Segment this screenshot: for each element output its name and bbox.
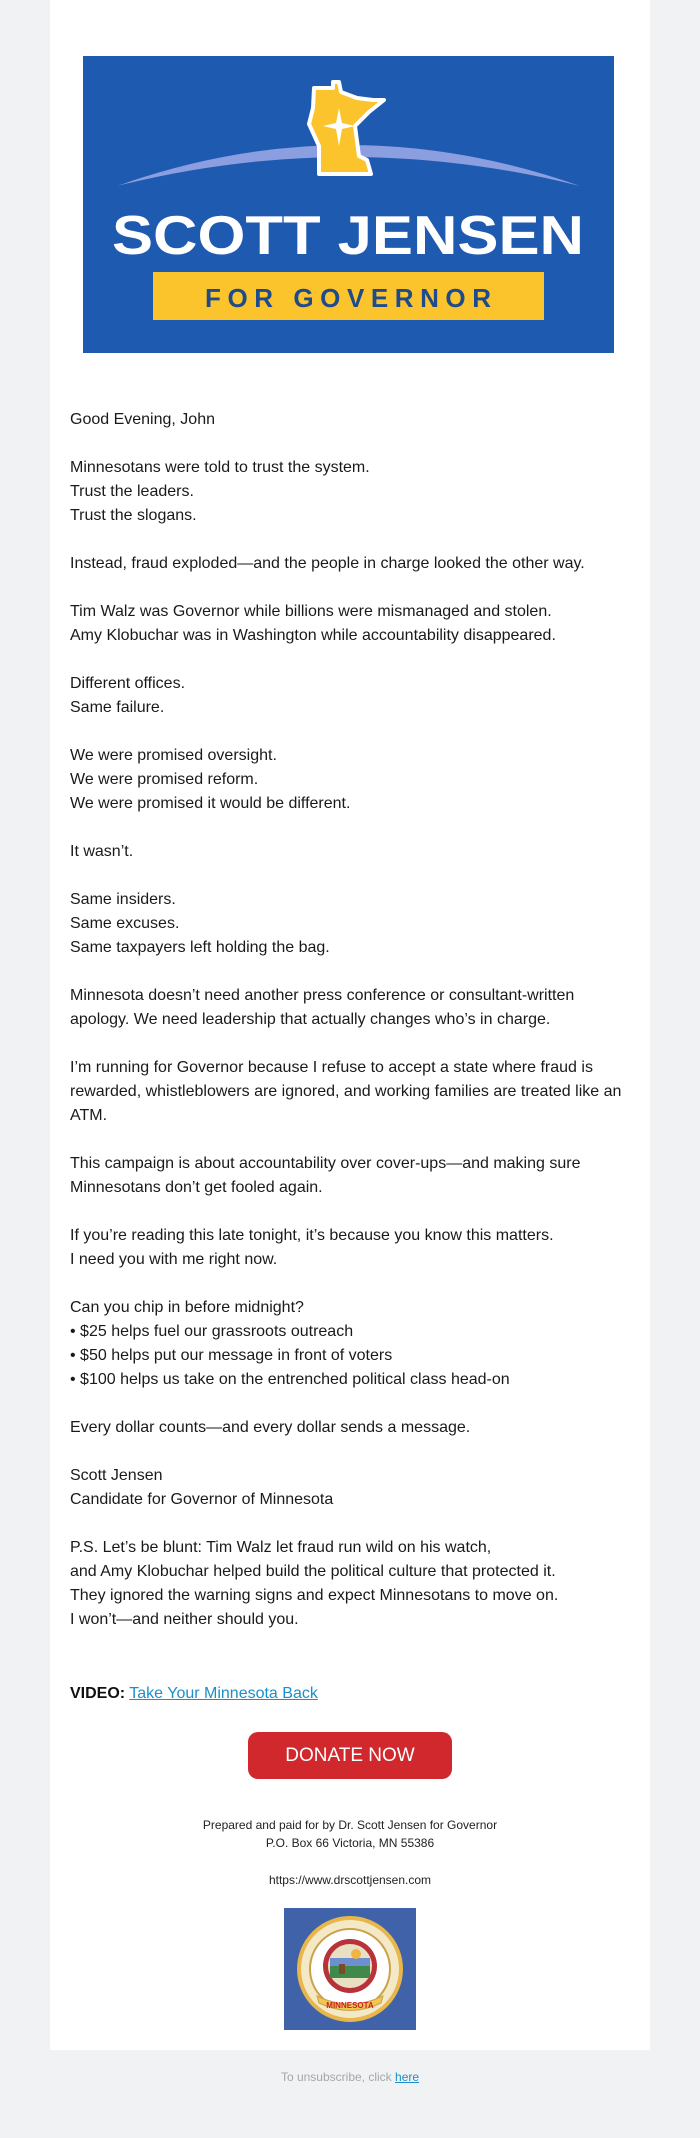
banner-office-text: FOR GOVERNOR bbox=[205, 283, 491, 313]
paragraph-leadership: Minnesota doesn’t need another press conference or consultant-written apology. We need leadership that actually changes who’s in charge. bbox=[70, 987, 575, 1028]
unsubscribe-line bbox=[0, 2070, 700, 2084]
paragraph-walz-klobuchar: Tim Walz was Governor while billions were mismanaged and stolen. Amy Klobuchar was in Washington while accountability disappeared. bbox=[70, 603, 556, 644]
list-item: • $100 helps us take on the entrenched political class head-on bbox=[70, 1371, 510, 1388]
paragraph-tonight: If you’re reading this late tonight, it’s because you know this matters. I need you with me right now. bbox=[70, 1227, 554, 1268]
paragraph-dollar: Every dollar counts—and every dollar sends a message. bbox=[70, 1419, 471, 1436]
paragraph-promised: We were promised oversight. We were promised reform. We were promised it would be different. bbox=[70, 747, 351, 812]
seal-text: MINNESOTA bbox=[326, 2001, 374, 2010]
paragraph-fraud: Instead, fraud exploded—and the people in charge looked the other way. bbox=[70, 555, 585, 572]
website-url[interactable]: https://www.drscottjensen.com bbox=[268, 1873, 432, 1887]
greeting: Good Evening, John bbox=[70, 411, 215, 428]
campaign-logo bbox=[83, 56, 614, 353]
paragraph-trust: Minnesotans were told to trust the system. Trust the leaders. Trust the slogans. bbox=[70, 459, 370, 524]
paragraph-accountability: This campaign is about accountability over cover-ups—and making sure Minnesotans don’t get fooled again. bbox=[70, 1155, 581, 1196]
unsubscribe-link[interactable]: here bbox=[395, 2070, 420, 2084]
paragraph-offices: Different offices. Same failure. bbox=[70, 675, 186, 716]
minnesota-state-icon bbox=[309, 82, 384, 174]
list-item: • $50 helps put our message in front of voters bbox=[70, 1347, 393, 1364]
campaign-banner bbox=[83, 56, 614, 353]
paid-for-text: Prepared and paid for by Dr. Scott Jensen for Governor bbox=[202, 1818, 498, 1832]
banner-name-text: SCOTT JENSEN bbox=[112, 204, 584, 266]
paragraph-running: I’m running for Governor because I refuse to accept a state where fraud is rewarded, whistleblowers are ignored, and working families are treated like an ATM. bbox=[70, 1059, 622, 1124]
paragraph-wasnt: It wasn’t. bbox=[70, 843, 134, 860]
video-link[interactable]: Take Your Minnesota Back bbox=[129, 1685, 318, 1702]
donate-button[interactable]: DONATE NOW bbox=[248, 1732, 452, 1779]
footer-disclaimer bbox=[50, 1816, 650, 1852]
email-body bbox=[70, 408, 630, 1656]
signature: Scott Jensen Candidate for Governor of Minnesota bbox=[70, 1467, 334, 1508]
paragraph-chip-in: Can you chip in before midnight? • $25 helps fuel our grassroots outreach • $50 helps put our message in front of voters • $100 helps us take on the entrenched political class head-on bbox=[70, 1296, 630, 1392]
video-label: VIDEO: bbox=[70, 1685, 126, 1702]
address-text: P.O. Box 66 Victoria, MN 55386 bbox=[265, 1836, 435, 1850]
list-item: • $25 helps fuel our grassroots outreach bbox=[70, 1323, 354, 1340]
video-line bbox=[70, 1682, 318, 1706]
postscript: P.S. Let’s be blunt: Tim Walz let fraud run wild on his watch, and Amy Klobuchar helped build the political culture that protected it. They ignored the warning signs and expect Minnesotans to move on. I won’t—and neither should you. bbox=[70, 1539, 559, 1628]
unsubscribe-text: To unsubscribe, click bbox=[280, 2070, 392, 2084]
paragraph-same: Same insiders. Same excuses. Same taxpayers left holding the bag. bbox=[70, 891, 330, 956]
minnesota-seal-icon bbox=[284, 1908, 416, 2030]
email-card bbox=[50, 0, 650, 2050]
state-seal bbox=[284, 1908, 416, 2030]
